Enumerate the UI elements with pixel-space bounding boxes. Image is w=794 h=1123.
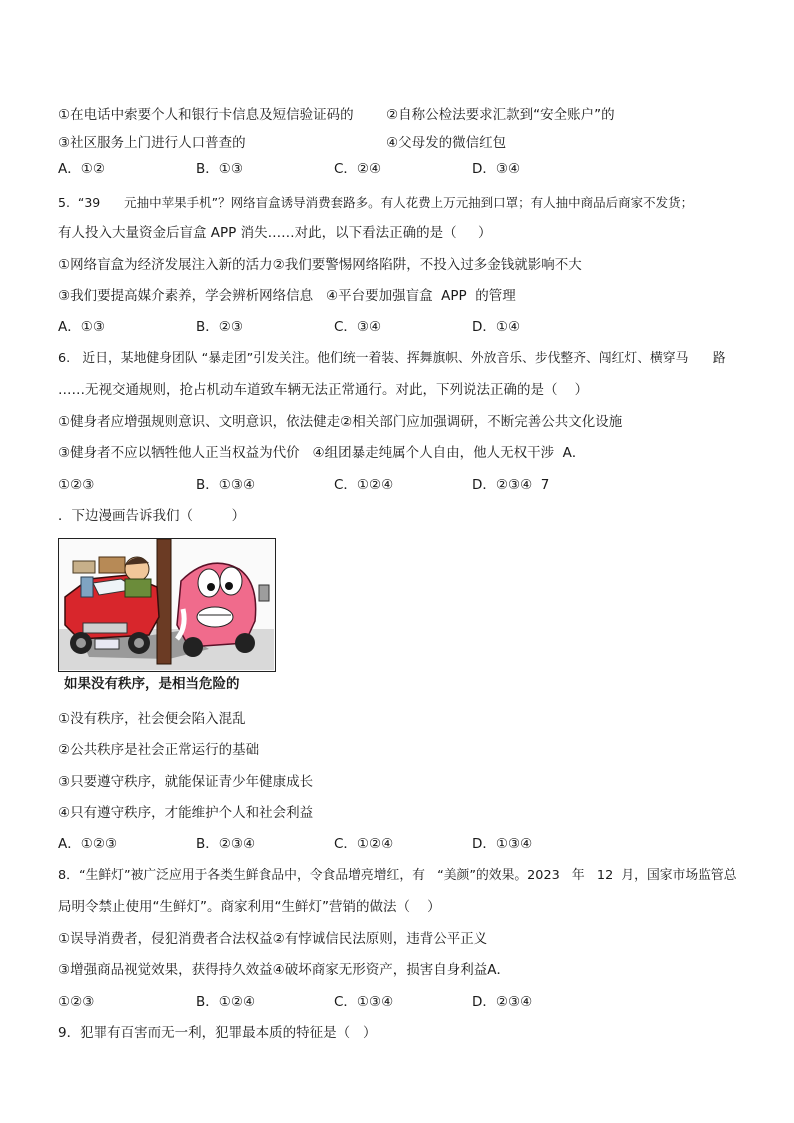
q4-option-b: B．①③ <box>196 161 243 177</box>
q5-option-c: C．③④ <box>334 319 382 335</box>
q5-option-d: D．①④ <box>472 319 521 335</box>
q7-statement-1: ①没有秩序，社会便会陷入混乱 <box>58 711 246 727</box>
q6-option-b: B．①③④ <box>196 477 256 493</box>
q5-stem-line-1: 5. “39 元抽中苹果手机”？网络盲盒诱导消费套路多。有人花费上万元抽到口罩；有人抽中商品后商家不发货； <box>58 195 694 210</box>
q8-option-b: B．①②④ <box>196 994 256 1010</box>
cartoon-caption: 如果没有秩序，是相当危险的 <box>64 676 240 692</box>
q4-option-c: C．②④ <box>334 161 382 177</box>
q5-statement-line-1: ①网络盲盒为经济发展注入新的活力②我们要警惕网络陷阱，不投入过多金钱就影响不大 <box>58 257 582 273</box>
car-crash-illustration <box>59 539 274 670</box>
q7-statement-3: ③只要遵守秩序，就能保证青少年健康成长 <box>58 774 314 790</box>
q6-statement-line-2: ③健身者不应以牺牲他人正当权益为代价 ④组团暴走纯属个人自由，他人无权干涉 A． <box>58 445 586 461</box>
q5-statement-line-2: ③我们要提高媒介素养，学会辨析网络信息 ④平台要加强盲盒 APP 的管理 <box>58 288 516 304</box>
q6-stem-line-1: 6. 近日，某地健身团队 “暴走团”引发关注。他们统一着装、挥舞旗帜、外放音乐、步伐整齐、闯红灯、横穿马 路 <box>58 351 726 366</box>
q6-option-d: D．②③④ 7 <box>472 477 550 493</box>
q7-option-b: B．②③④ <box>196 836 256 852</box>
q7-statement-4: ④只有遵守秩序，才能维护个人和社会利益 <box>58 805 314 821</box>
q8-statement-line-2: ③增强商品视觉效果，获得持久效益④破坏商家无形资产，损害自身利益A． <box>58 962 510 978</box>
q8-statement-line-1: ①误导消费者，侵犯消费者合法权益②有悖诚信民法原则，违背公平正义 <box>58 931 488 947</box>
q4-statement-2: ②自称公检法要求汇款到“安全账户”的 <box>386 107 615 123</box>
q5-option-a: A．①③ <box>58 319 105 335</box>
q6-stem-line-2: ……无视交通规则，抢占机动车道致车辆无法正常通行。对此，下列说法正确的是（ ） <box>58 382 589 398</box>
q4-option-d: D．③④ <box>472 161 521 177</box>
q5-option-b: B．②③ <box>196 319 243 335</box>
q4-statement-4: ④父母发的微信红包 <box>386 135 507 151</box>
q7-option-d: D．①③④ <box>472 836 533 852</box>
q7-stem: ．下边漫画告诉我们（ ） <box>58 508 246 524</box>
q6-statement-line-1: ①健身者应增强规则意识、文明意识，依法健走②相关部门应加强调研，不断完善公共文化设施 <box>58 414 623 430</box>
q4-statement-3: ③社区服务上门进行人口普查的 <box>58 135 246 151</box>
q5-stem-line-2: 有人投入大量资金后盲盒 APP 消失……对此，以下看法正确的是（ ） <box>58 225 492 241</box>
q6-option-c: C．①②④ <box>334 477 394 493</box>
q8-option-a: ①②③ <box>58 994 95 1010</box>
q7-option-c: C．①②④ <box>334 836 394 852</box>
q4-statement-1: ①在电话中索要个人和银行卡信息及短信验证码的 <box>58 107 354 123</box>
q8-option-d: D．②③④ <box>472 994 533 1010</box>
q7-option-a: A．①②③ <box>58 836 118 852</box>
q7-statement-2: ②公共秩序是社会正常运行的基础 <box>58 742 260 758</box>
q4-option-a: A．①② <box>58 161 105 177</box>
traffic-accident-cartoon <box>58 538 276 672</box>
q8-stem-line-2: 局明令禁止使用“生鲜灯”。商家利用“生鲜灯”营销的做法（ ） <box>58 899 441 915</box>
q6-option-a: ①②③ <box>58 477 95 493</box>
q9-stem: 9．犯罪有百害而无一利，犯罪最本质的特征是（ ） <box>58 1025 377 1041</box>
q8-option-c: C．①③④ <box>334 994 394 1010</box>
q8-stem-line-1: 8．“生鲜灯”被广泛应用于各类生鲜食品中，令食品增亮增红，有 “美颜”的效果。2023 年 12 月，国家市场监管总 <box>58 868 737 883</box>
